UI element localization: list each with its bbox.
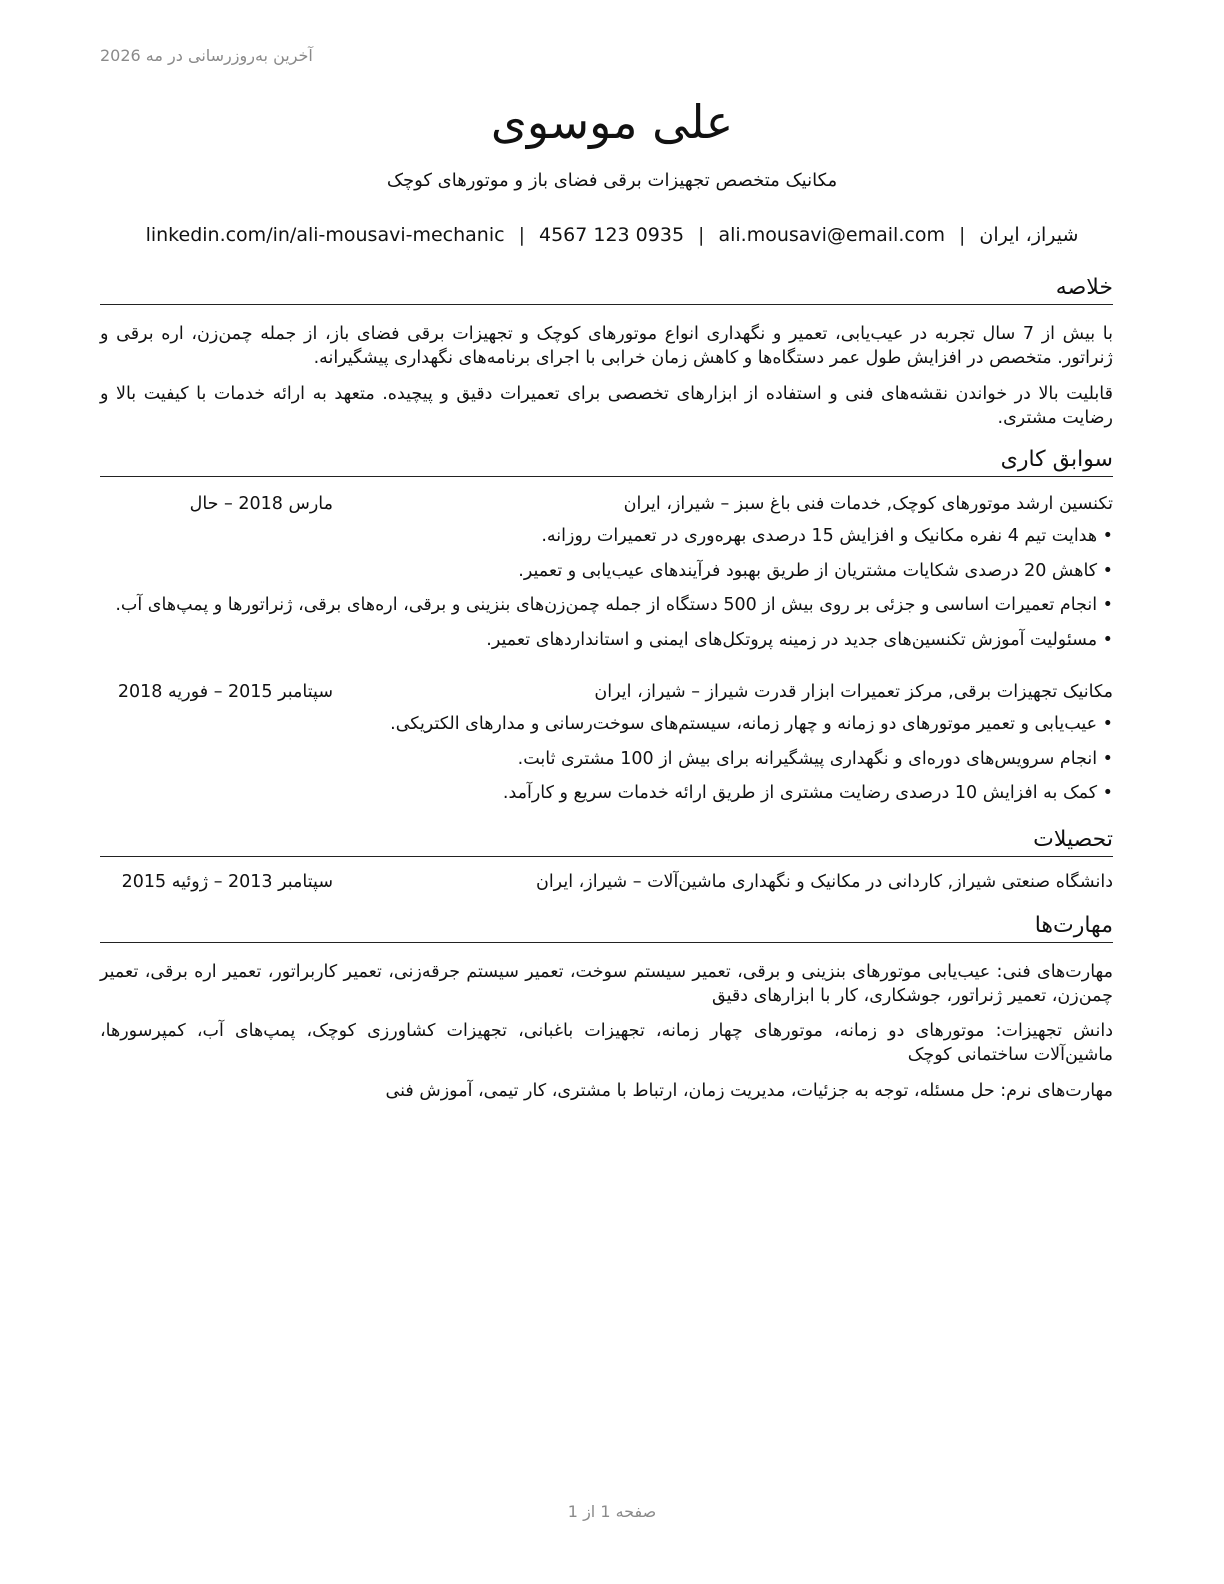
candidate-name: علی موسوی: [490, 95, 734, 149]
list-item: • کاهش 20 درصدی شکایات مشتریان از طریق بهبود فرآیندهای عیب‌یابی و تعمیر.: [60, 559, 1113, 594]
section-title-experience: سوابق کاری: [100, 446, 1113, 477]
contact-phone: 4567 123 0935: [538, 224, 685, 246]
job-bullets: [60, 524, 1113, 662]
list-item: • هدایت تیم 4 نفره مکانیک و افزایش 15 درصدی بهره‌وری در تعمیرات روزانه.: [60, 524, 1113, 559]
job-title: مکانیک تجهیزات برقی, مرکز تعمیرات ابزار قدرت شیراز – شیراز، ایران: [594, 682, 1113, 702]
contact-location: شیراز، ایران: [979, 224, 1079, 246]
summary-paragraph: قابلیت بالا در خواندن نقشه‌های فنی و استفاده از ابزارهای تخصصی برای تعمیرات دقیق و پیچیده. متعهد به ارائه خدمات با کیفیت بالا و رضایت مشتری.: [100, 384, 1113, 428]
job-date: سپتامبر 2015 – فوریه 2018: [117, 682, 333, 702]
last-updated: آخرین به‌روزرسانی در مه 2026: [100, 46, 313, 65]
candidate-tagline: مکانیک متخصص تجهیزات برقی فضای باز و موتورهای کوچک: [386, 170, 838, 191]
job-heading: [100, 494, 1113, 520]
education-date: سپتامبر 2013 – ژوئیه 2015: [121, 872, 333, 892]
job-bullets: [60, 712, 1113, 816]
contact-separator: |: [518, 224, 525, 246]
contact-linkedin[interactable]: linkedin.com/in/ali-mousavi-mechanic: [145, 224, 505, 246]
section-title-summary: خلاصه: [100, 274, 1113, 305]
summary-paragraph: با بیش از 7 سال تجربه در عیب‌یابی، تعمیر و نگهداری انواع موتورهای کوچک و تجهیزات برقی فضای باز، از جمله چمن‌زن، اره برقی و ژنراتور. متخصص در افزایش طول عمر دستگاه‌ها و کاهش زمان خرابی با اجرای برنامه‌های نگهداری پیشگیرانه.: [100, 324, 1113, 368]
contact-email[interactable]: ali.mousavi@email.com: [718, 224, 945, 246]
skills-line: مهارت‌های نرم: حل مسئله، توجه به جزئیات، مدیریت زمان، ارتباط با مشتری، کار تیمی، آموزش فنی: [385, 1081, 1113, 1101]
education-title: دانشگاه صنعتی شیراز, کاردانی در مکانیک و نگهداری ماشین‌آلات – شیراز، ایران: [535, 872, 1113, 892]
job-title: تکنسین ارشد موتورهای کوچک, خدمات فنی باغ سبز – شیراز، ایران: [623, 494, 1113, 514]
list-item: • مسئولیت آموزش تکنسین‌های جدید در زمینه پروتکل‌های ایمنی و استانداردهای تعمیر.: [60, 628, 1113, 663]
section-title-skills: مهارت‌ها: [100, 912, 1113, 943]
job-date: مارس 2018 – حال: [189, 494, 333, 514]
contact-separator: |: [698, 224, 705, 246]
list-item: • کمک به افزایش 10 درصدی رضایت مشتری از طریق ارائه خدمات سریع و کارآمد.: [60, 781, 1113, 816]
list-item: • انجام تعمیرات اساسی و جزئی بر روی بیش از 500 دستگاه از جمله چمن‌زن‌های بنزینی و برقی، اره‌های برقی، ژنراتورها و پمپ‌های آب.: [60, 593, 1113, 628]
contact-separator: |: [958, 224, 966, 246]
skills-line: مهارت‌های فنی: عیب‌یابی موتورهای بنزینی و برقی، تعمیر سیستم سوخت، تعمیر سیستم جرقه‌زنی، تعمیر کاربراتور، تعمیر اره برقی، تعمیر چمن‌زن، تعمیر ژنراتور، جوشکاری، کار با ابزارهای دقیق: [100, 962, 1113, 1006]
section-title-education: تحصیلات: [100, 826, 1113, 857]
education-heading: [100, 872, 1113, 898]
job-heading: [100, 682, 1113, 708]
skills-line: دانش تجهیزات: موتورهای دو زمانه، موتورهای چهار زمانه، تجهیزات باغبانی، تجهیزات کشاورزی کوچک، پمپ‌های آب، کمپرسورها، ماشین‌آلات ساختمانی کوچک: [100, 1021, 1113, 1065]
page-number: صفحه 1 از 1: [567, 1502, 657, 1521]
contact-line: [100, 224, 1124, 246]
list-item: • عیب‌یابی و تعمیر موتورهای دو زمانه و چهار زمانه، سیستم‌های سوخت‌رسانی و مدارهای الکتریکی.: [60, 712, 1113, 747]
list-item: • انجام سرویس‌های دوره‌ای و نگهداری پیشگیرانه برای بیش از 100 مشتری ثابت.: [60, 747, 1113, 782]
